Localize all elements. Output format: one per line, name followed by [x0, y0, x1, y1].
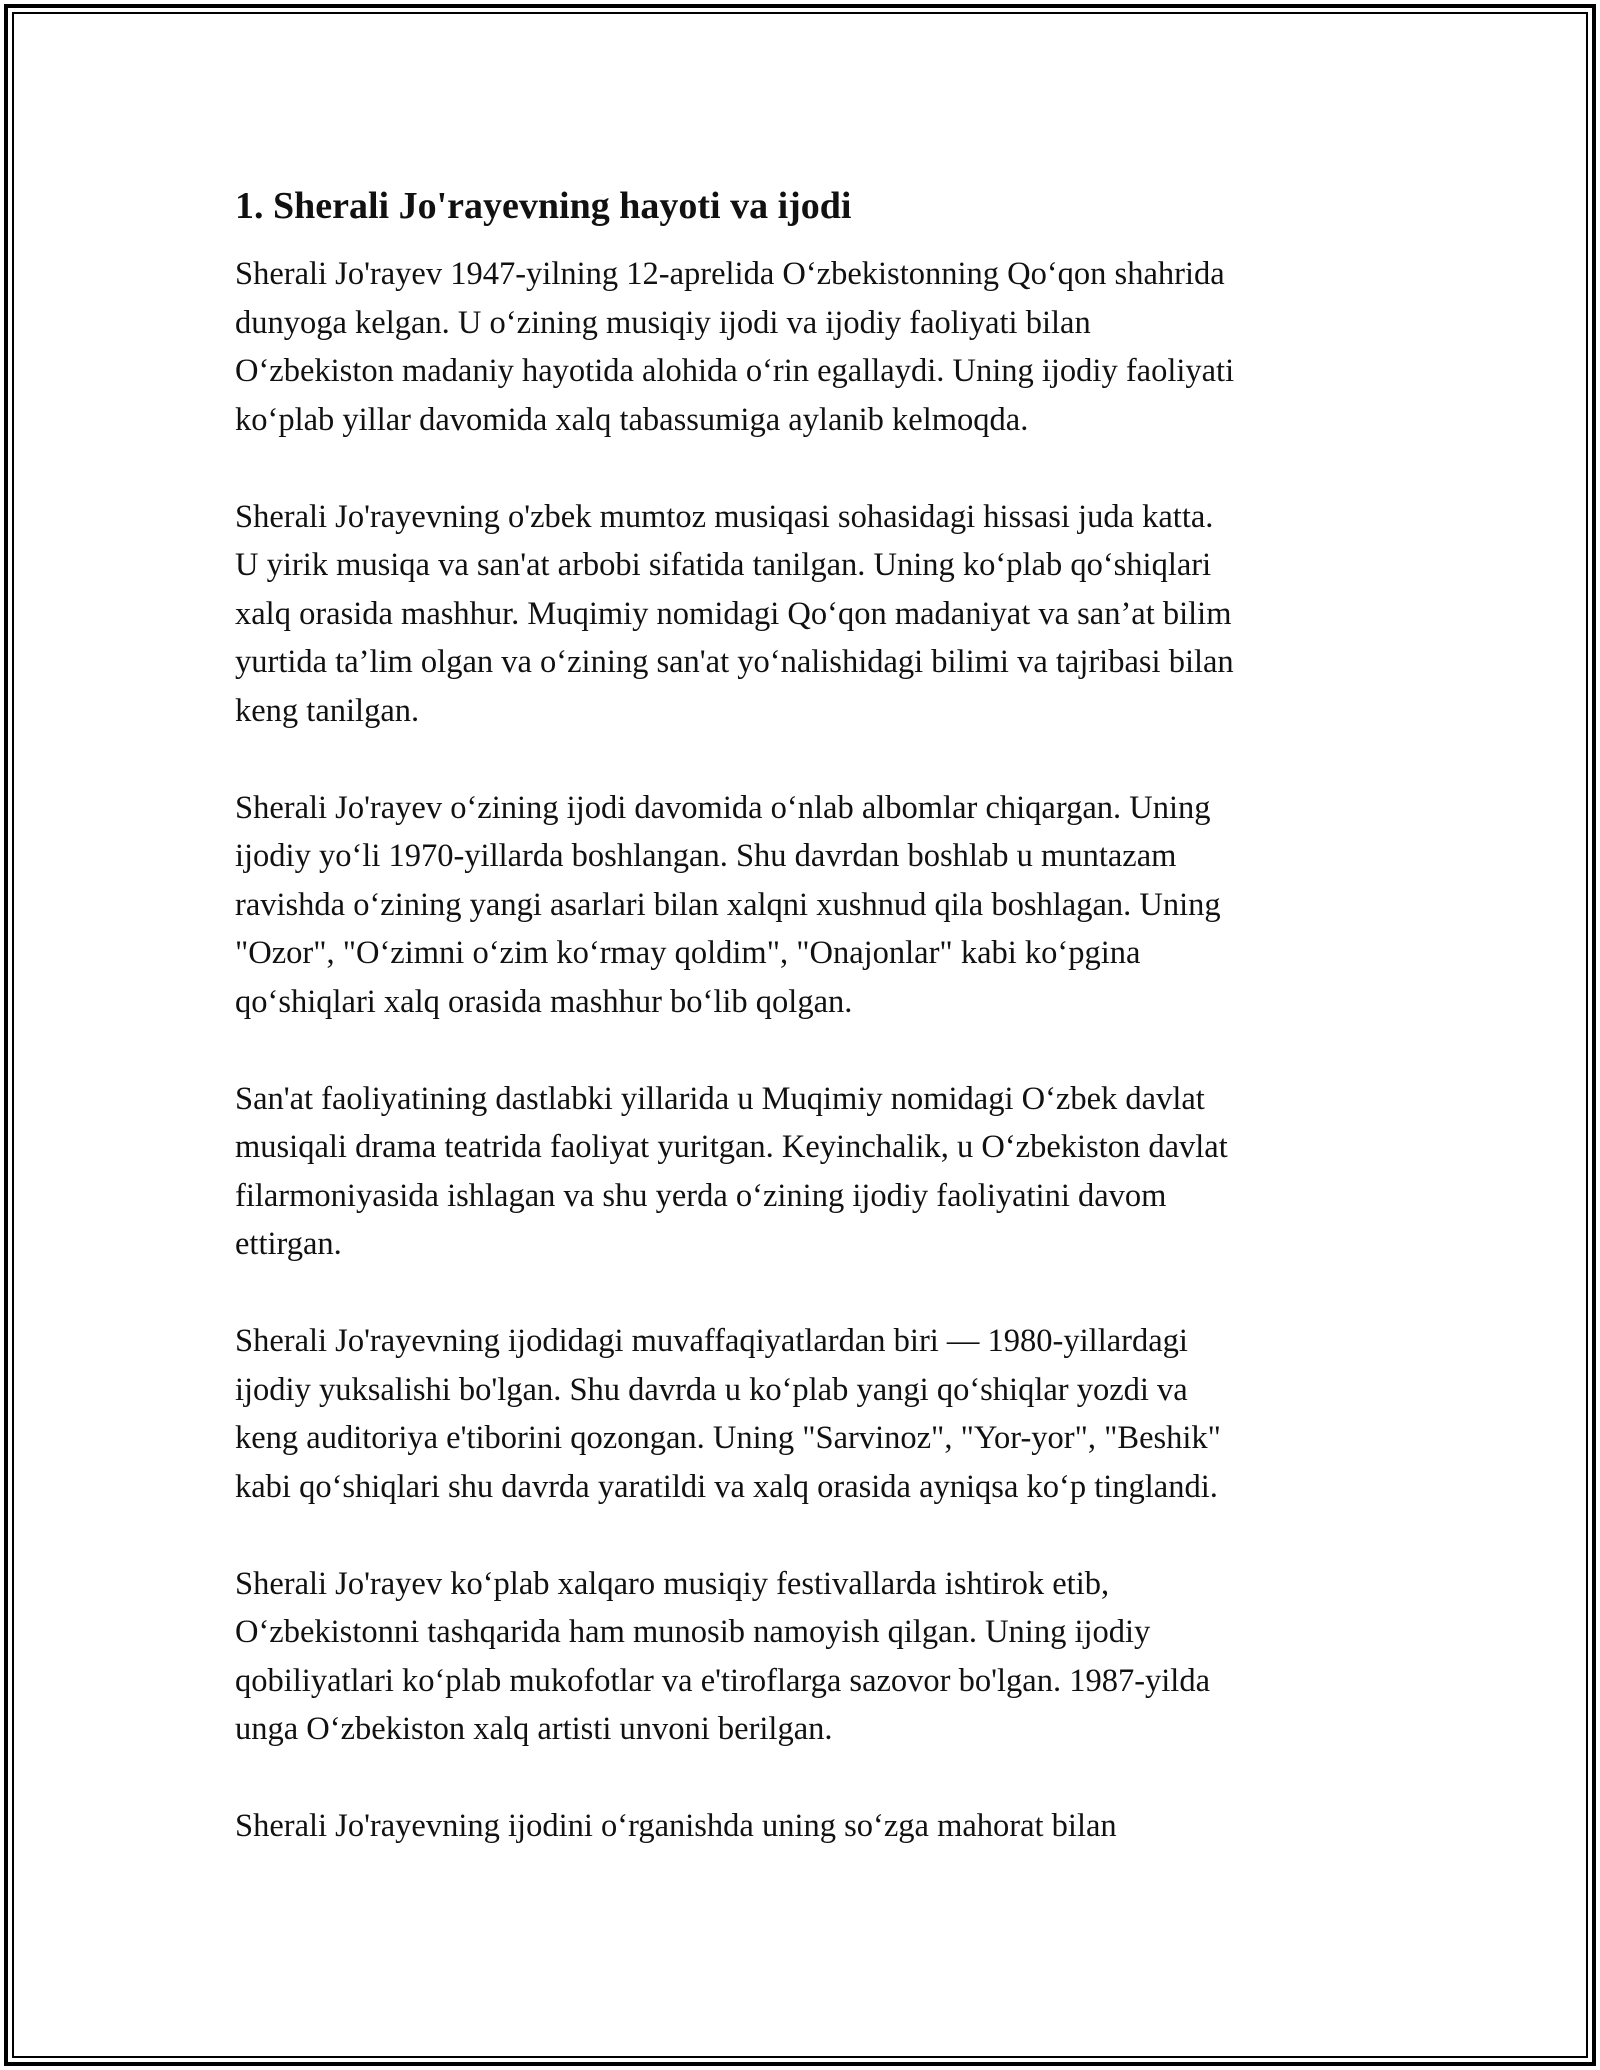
- paragraph-albums: [235, 784, 1375, 1027]
- text-line: musiqali drama teatrida faoliyat yuritgan. Keyinchalik, u O‘zbekiston davlat: [235, 1129, 1228, 1165]
- text-line: Sherali Jo'rayevning ijodini o‘rganishda uning so‘zga mahorat bilan: [235, 1808, 1117, 1844]
- text-line: Sherali Jo'rayevning o'zbek mumtoz musiqasi sohasidagi hissasi juda katta.: [235, 498, 1214, 535]
- text-line: ko‘plab yillar davomida xalq tabassumiga aylanib kelmoqda.: [235, 401, 1029, 438]
- paragraph-classical-music: [235, 493, 1375, 736]
- text-line: O‘zbekiston madaniy hayotida alohida o‘rin egallaydi. Uning ijodiy faoliyati: [235, 353, 1235, 389]
- text-line: ijodiy yuksalishi bo'lgan. Shu davrda u ko‘plab yangi qo‘shiqlar yozdi va: [235, 1371, 1188, 1408]
- text-line: Sherali Jo'rayev 1947-yilning 12-aprelida O‘zbekistonning Qo‘qon shahrida: [235, 256, 1225, 292]
- text-line: Sherali Jo'rayev ko‘plab xalqaro musiqiy festivallarda ishtirok etib,: [235, 1565, 1110, 1602]
- text-line: unga O‘zbekiston xalq artisti unvoni berilgan.: [235, 1711, 833, 1747]
- text-line: U yirik musiqa va san'at arbobi sifatida tanilgan. Uning ko‘plab qo‘shiqlari: [235, 547, 1212, 583]
- text-line: dunyoga kelgan. U o‘zining musiqiy ijodi va ijodiy faoliyati bilan: [235, 304, 1091, 341]
- section-heading: 1. Sherali Jo'rayevning hayoti va ijodi: [235, 185, 852, 227]
- text-line: ravishda o‘zining yangi asarlari bilan xalqni xushnud qila boshlagan. Uning: [235, 886, 1221, 923]
- text-line: filarmoniyasida ishlagan va shu yerda o‘zining ijodiy faoliyatini davom: [235, 1177, 1167, 1214]
- text-line: ijodiy yo‘li 1970-yillarda boshlangan. Shu davrdan boshlab u muntazam: [235, 838, 1177, 874]
- text-line: yurtida ta’lim olgan va o‘zining san'at yo‘nalishidagi bilimi va tajribasi bilan: [235, 644, 1234, 680]
- text-line: qo‘shiqlari xalq orasida mashhur bo‘lib qolgan.: [235, 983, 853, 1020]
- text-line: kabi qo‘shiqlari shu davrda yaratildi va xalq orasida ayniqsa ko‘p tinglandi.: [235, 1468, 1218, 1505]
- text-line: keng tanilgan.: [235, 692, 420, 729]
- text-line: ettirgan.: [235, 1226, 342, 1262]
- paragraph-biography-birth: [235, 250, 1375, 444]
- paragraph-study-of-work: [235, 1802, 1375, 1851]
- text-line: qobiliyatlari ko‘plab mukofotlar va e'tiroflarga sazovor bo'lgan. 1987-yilda: [235, 1662, 1210, 1699]
- text-line: Sherali Jo'rayevning ijodidagi muvaffaqiyatlardan biri — 1980-yillardagi: [235, 1323, 1188, 1359]
- paragraph-1980s-success: [235, 1317, 1375, 1511]
- text-line: San'at faoliyatining dastlabki yillarida u Muqimiy nomidagi O‘zbek davlat: [235, 1080, 1205, 1117]
- text-line: Sherali Jo'rayev o‘zining ijodi davomida o‘nlab albomlar chiqargan. Uning: [235, 789, 1211, 826]
- document-body: [235, 182, 1375, 1899]
- paragraph-festivals-awards: [235, 1560, 1375, 1754]
- text-line: xalq orasida mashhur. Muqimiy nomidagi Qo‘qon madaniyat va san’at bilim: [235, 595, 1232, 632]
- text-line: "Ozor", "O‘zimni o‘zim ko‘rmay qoldim", "Onajonlar" kabi ko‘pgina: [235, 935, 1141, 971]
- text-line: keng auditoriya e'tiborini qozongan. Uning "Sarvinoz", "Yor-yor", "Beshik": [235, 1420, 1221, 1456]
- text-line: O‘zbekistonni tashqarida ham munosib namoyish qilgan. Uning ijodiy: [235, 1614, 1151, 1650]
- paragraph-early-career: [235, 1075, 1375, 1269]
